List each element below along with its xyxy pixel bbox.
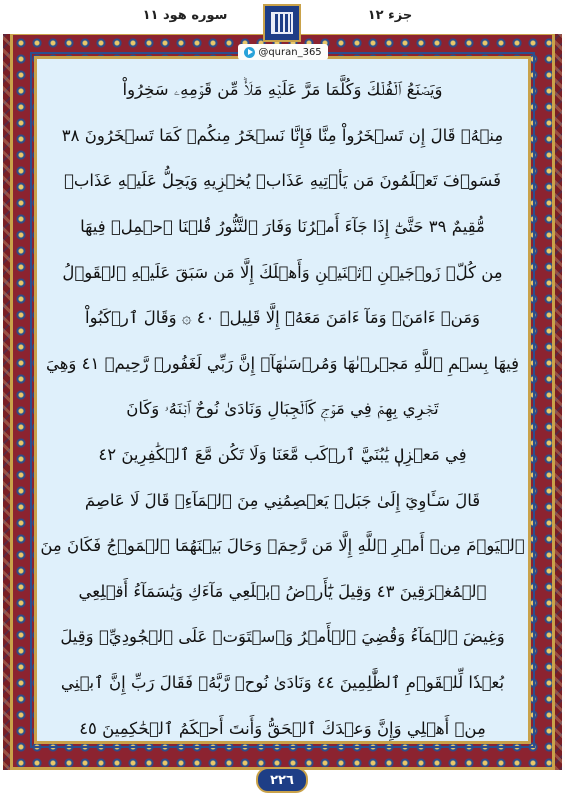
verse-line: تَجۡرِي بِهِمۡ فِي مَوۡجٖ كَٱلۡجِبَالِ وَنَادَىٰ نُوحٌ ٱبۡنَهُۥ وَكَانَ	[126, 398, 439, 418]
verse-line: مِنۡ أَهۡلِي وَإِنَّ وَعۡدَكَ ٱلۡحَقُّ وَأَنتَ أَحۡكَمُ ٱلۡحَٰكِمِينَ ٤٥	[79, 718, 486, 738]
verse-lines	[40, 67, 525, 738]
verse-line: ٱلۡمُغۡرَقِينَ ٤٣ وَقِيلَ يَٰٓأَرۡضُ ٱبۡلَعِي مَآءَكِ وَيَٰسَمَآءُ أَقۡلِعِي	[78, 581, 487, 601]
verse-line: وَيَصۡنَعُ ٱلۡفُلۡكَ وَكُلَّمَا مَرَّ عَلَيۡهِ مَلَأٞ مِّن قَوۡمِهِۦ سَخِرُواْ	[122, 79, 443, 99]
telegram-icon	[244, 47, 255, 58]
verse-line: مِنۡهُۚ قَالَ إِن تَسۡخَرُواْ مِنَّا فَإِنَّا نَسۡخَرُ مِنكُمۡ كَمَا تَسۡخَرُونَ ٣٨	[61, 125, 504, 145]
calligraphy-square-icon	[271, 12, 293, 34]
quran-365-logo-icon	[263, 4, 301, 42]
verse-line: مُّقِيمٌ ٣٩ حَتَّىٰٓ إِذَا جَآءَ أَمۡرُنَا وَفَارَ ٱلتَّنُّورُ قُلۡنَا ٱحۡمِلۡ فِيهَا	[80, 217, 485, 237]
verse-line: فَسَوۡفَ تَعۡلَمُونَ مَن يَأۡتِيهِ عَذَابٞ يُخۡزِيهِ وَيَحِلُّ عَلَيۡهِ عَذَابٞ	[64, 171, 502, 191]
verse-line: ٱلۡيَوۡمَ مِنۡ أَمۡرِ ٱللَّهِ إِلَّا مَن رَّحِمَۚ وَحَالَ بَيۡنَهُمَا ٱلۡمَوۡجُ فَكَانَ مِنَ	[40, 536, 525, 556]
surah-label: سوره هود ١١	[142, 8, 228, 23]
verse-line: وَمَنۡ ءَامَنَۚ وَمَآ ءَامَنَ مَعَهُۥٓ إِلَّا قَلِيلٞ ٤٠ ۞ وَقَالَ ٱرۡكَبُواْ	[85, 308, 480, 328]
verse-line: قَالَ سَـَٔاوِيٓ إِلَىٰ جَبَلٖ يَعۡصِمُنِي مِنَ ٱلۡمَآءِۚ قَالَ لَا عَاصِمَ	[84, 490, 481, 510]
page-number: ٢٢٦	[256, 767, 308, 793]
juz-label: جزء ١٢	[367, 8, 413, 23]
verse-line: مِن كُلّٖ زَوۡجَيۡنِ ٱثۡنَيۡنِ وَأَهۡلَكَ إِلَّا مَن سَبَقَ عَلَيۡهِ ٱلۡقَوۡلُ	[62, 262, 503, 282]
channel-badge[interactable]	[238, 44, 328, 60]
verse-line: فِيهَا بِسۡمِ ٱللَّهِ مَجۡرٜىٰهَا وَمُرۡسَىٰهَآۚ إِنَّ رَبِّي لَغَفُورٞ رَّحِيمٞ ٤١ وَهِيَ	[45, 353, 520, 373]
channel-handle: @quran_365	[258, 46, 322, 58]
verse-line: فِي مَعۡزِلٖ يَٰبُنَيَّ ٱرۡكَب مَّعَنَا وَلَا تَكُن مَّعَ ٱلۡكَٰفِرِينَ ٤٢	[98, 445, 467, 465]
verse-line: وَغِيضَ ٱلۡمَآءُ وَقُضِيَ ٱلۡأَمۡرُ وَٱسۡتَوَتۡ عَلَى ٱلۡجُودِيِّۖ وَقِيلَ	[60, 627, 505, 647]
text-panel	[34, 56, 531, 744]
verse-line: بُعۡدٗا لِّلۡقَوۡمِ ٱلظَّٰلِمِينَ ٤٤ وَنَادَىٰ نُوحٞ رَّبَّهُۥ فَقَالَ رَبِّ إِنَّ ٱبۡنِي	[60, 673, 505, 693]
